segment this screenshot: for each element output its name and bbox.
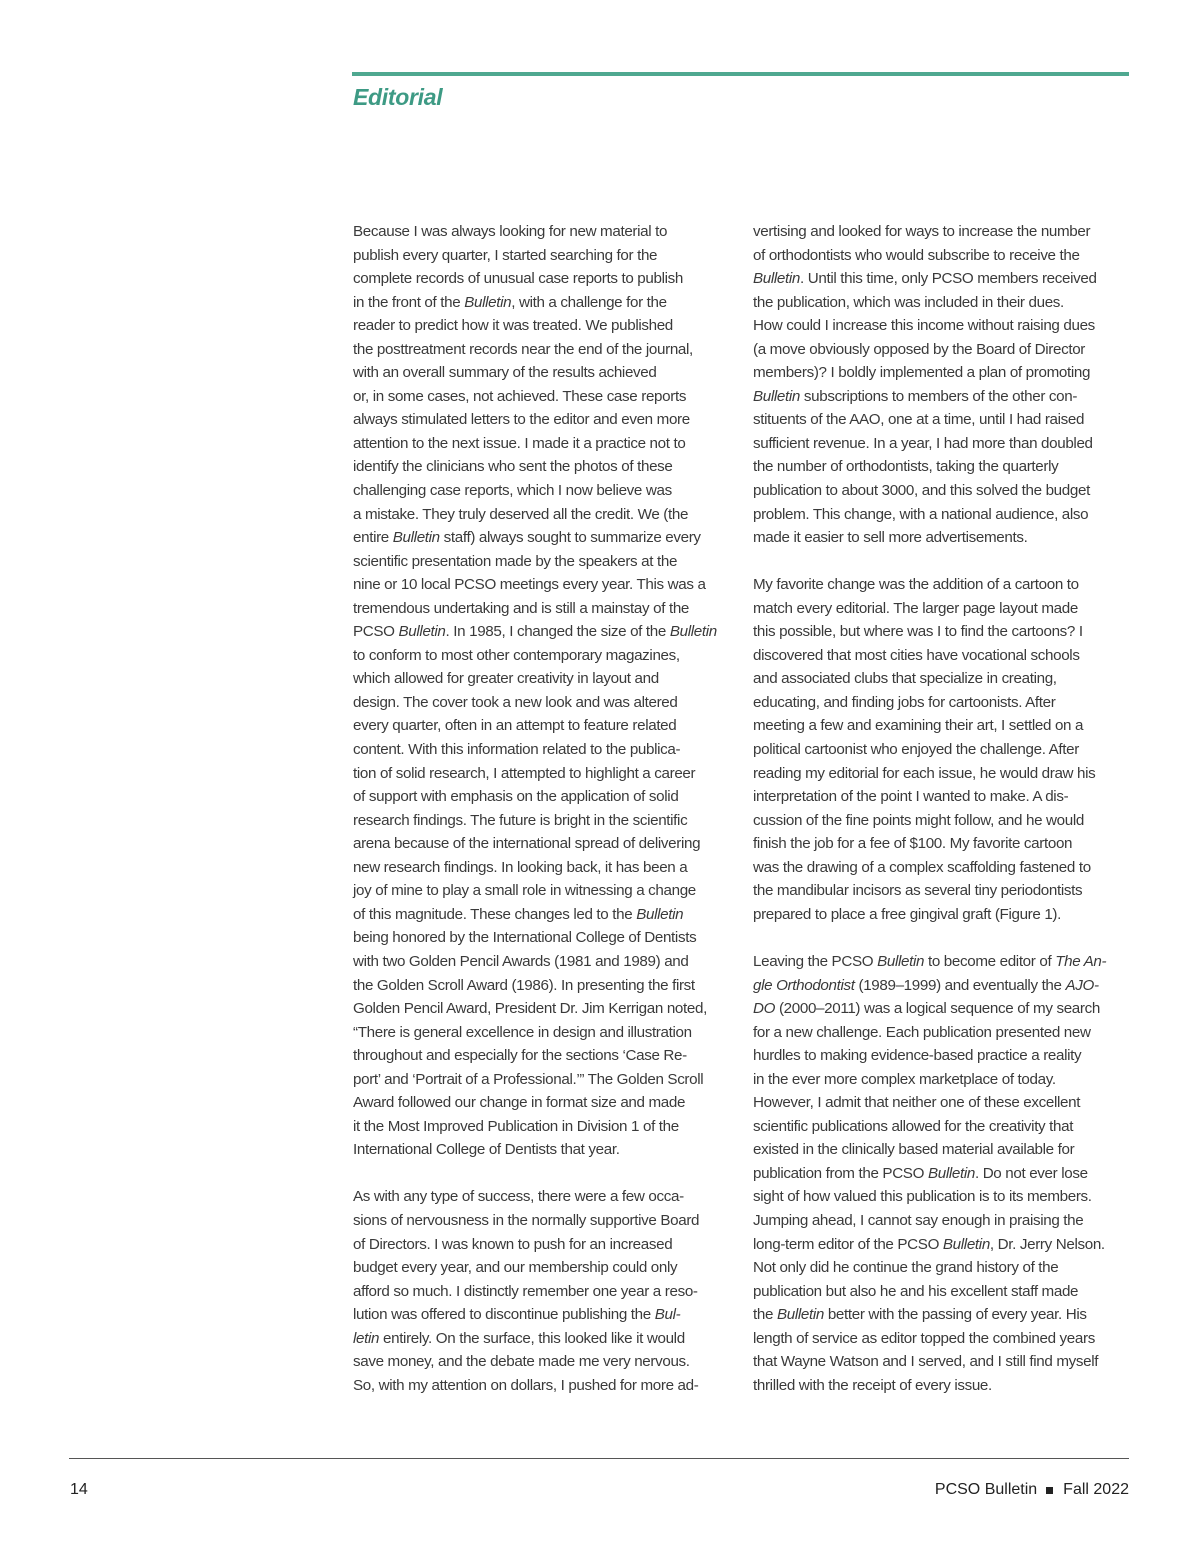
article-line: discovered that most cities have vocational schools — [753, 646, 1080, 664]
article-line: thrilled with the receipt of every issue. — [753, 1376, 992, 1394]
article-line: stituents of the AAO, one at a time, until I had raised — [753, 411, 1085, 429]
article-line: vertising and looked for ways to increase the number — [753, 223, 1091, 240]
article-line: new research findings. In looking back, it has been a — [353, 858, 688, 876]
article-line: My favorite change was the addition of a cartoon to — [753, 576, 1079, 594]
article-line: letin entirely. On the surface, this looked like it would — [353, 1329, 685, 1347]
article-line: complete records of unusual case reports to publish — [353, 270, 683, 288]
issue-label: Fall 2022 — [1063, 1481, 1129, 1498]
article-line: and associated clubs that specialize in creating, — [753, 670, 1057, 688]
article-line: this possible, but where was I to find the cartoons? I — [753, 623, 1083, 641]
header-rule — [352, 72, 1129, 76]
article-line: research findings. The future is bright in the scientific — [353, 811, 688, 829]
article-line: match every editorial. The larger page layout made — [753, 599, 1078, 617]
article-column-left — [353, 220, 731, 1397]
article-line: Jumping ahead, I cannot say enough in praising the — [753, 1211, 1084, 1229]
article-line: meeting a few and examining their art, I settled on a — [753, 717, 1084, 735]
article-line: reader to predict how it was treated. We published — [353, 317, 673, 335]
article-line: Leaving the PCSO Bulletin to become editor of The An- — [753, 952, 1107, 970]
article-line: members)? I boldly implemented a plan of promoting — [753, 364, 1091, 382]
article-line: sufficient revenue. In a year, I had more than doubled — [753, 434, 1093, 452]
article-line: being honored by the International College of Dentists — [353, 929, 697, 947]
article-line: with an overall summary of the results achieved — [353, 364, 657, 382]
article-line: prepared to place a free gingival graft (Figure 1). — [753, 905, 1062, 923]
paragraph-break — [753, 926, 1131, 950]
article-line: throughout and especially for the sections ‘Case Re- — [353, 1047, 687, 1065]
article-line: existed in the clinically based material available for — [753, 1141, 1075, 1159]
article-line: the publication, which was included in their dues. — [753, 293, 1064, 311]
article-line: afford so much. I distinctly remember one year a reso- — [353, 1282, 698, 1300]
article-line: Bulletin subscriptions to members of the other con- — [753, 387, 1078, 405]
article-line: hurdles to making evidence-based practice a reality — [753, 1047, 1082, 1065]
article-line: Award followed our change in format size and made — [353, 1094, 686, 1112]
paragraph-break — [353, 1162, 731, 1186]
article-line: the mandibular incisors as several tiny periodontists — [753, 882, 1083, 900]
article-line: long-term editor of the PCSO Bulletin, Dr. Jerry Nelson. — [753, 1235, 1105, 1253]
article-line: was the drawing of a complex scaffolding fastened to — [753, 858, 1091, 876]
article-line: tion of solid research, I attempted to highlight a career — [353, 764, 696, 782]
article-line: made it easier to sell more advertisements. — [753, 529, 1028, 547]
article-line: PCSO Bulletin. In 1985, I changed the size of the Bulletin — [353, 623, 717, 641]
publication-name: PCSO Bulletin — [934, 1481, 1038, 1498]
article-line: or, in some cases, not achieved. These case reports — [353, 387, 687, 405]
article-line: cussion of the fine points might follow, and he would — [753, 811, 1084, 829]
article-line: length of service as editor topped the combined years — [753, 1329, 1095, 1347]
article-line: save money, and the debate made me very nervous. — [353, 1353, 690, 1371]
article-line: challenging case reports, which I now believe was — [353, 482, 672, 500]
article-line: joy of mine to play a small role in witnessing a change — [353, 882, 696, 900]
article-line: entire Bulletin staff) always sought to summarize every — [353, 529, 701, 547]
article-line: publication but also he and his excellent staff made — [753, 1282, 1079, 1300]
article-line: Golden Pencil Award, President Dr. Jim Kerrigan noted, — [353, 1000, 707, 1018]
square-bullet-icon — [1046, 1487, 1053, 1494]
section-title: Editorial — [353, 84, 443, 110]
article-line: scientific presentation made by the speakers at the — [353, 552, 678, 570]
article-line: design. The cover took a new look and was altered — [353, 693, 678, 711]
article-line: How could I increase this income without raising dues — [753, 317, 1095, 335]
article-line: interpretation of the point I wanted to make. A dis- — [753, 788, 1069, 806]
article-line: tremendous undertaking and is still a mainstay of the — [353, 599, 690, 617]
footer-rule — [69, 1458, 1129, 1459]
article-line: that Wayne Watson and I served, and I still find myself — [753, 1353, 1099, 1371]
article-line: scientific publications allowed for the creativity that — [753, 1117, 1074, 1135]
article-line: budget every year, and our membership could only — [353, 1259, 678, 1277]
article-line: nine or 10 local PCSO meetings every year. This was a — [353, 576, 706, 594]
article-line: the posttreatment records near the end of the journal, — [353, 340, 693, 358]
article-line: of this magnitude. These changes led to the Bulletin — [353, 905, 684, 923]
article-line: with two Golden Pencil Awards (1981 and 1989) and — [353, 952, 689, 970]
article-line: of Directors. I was known to push for an increased — [353, 1235, 673, 1253]
article-line: “There is general excellence in design and illustration — [353, 1023, 692, 1041]
article-line: International College of Dentists that year. — [353, 1141, 620, 1159]
article-line: attention to the next issue. I made it a practice not to — [353, 434, 686, 452]
article-line: As with any type of success, there were a few occa- — [353, 1188, 684, 1206]
article-line: Bulletin. Until this time, only PCSO members received — [753, 270, 1097, 288]
article-line: of support with emphasis on the application of solid — [353, 788, 679, 806]
article-line: content. With this information related to the publica- — [353, 741, 681, 759]
article-line: sions of nervousness in the normally supportive Board — [353, 1211, 700, 1229]
article-line: the number of orthodontists, taking the quarterly — [753, 458, 1059, 476]
article-line: sight of how valued this publication is to its members. — [753, 1188, 1092, 1206]
article-line: every quarter, often in an attempt to feature related — [353, 717, 677, 735]
article-line: finish the job for a fee of $100. My favorite cartoon — [753, 835, 1073, 853]
article-line: for a new challenge. Each publication presented new — [753, 1023, 1091, 1041]
article-line: Not only did he continue the grand history of the — [753, 1259, 1059, 1277]
article-line: gle Orthodontist (1989–1999) and eventually the AJO- — [753, 976, 1099, 994]
article-line: to conform to most other contemporary magazines, — [353, 646, 680, 664]
article-line: problem. This change, with a national audience, also — [753, 505, 1089, 523]
article-line: arena because of the international spread of delivering — [353, 835, 701, 853]
article-line: political cartoonist who enjoyed the challenge. After — [753, 741, 1079, 759]
article-line: Because I was always looking for new material to — [353, 223, 668, 240]
article-line: it the Most Improved Publication in Division 1 of the — [353, 1117, 679, 1135]
article-line: However, I admit that neither one of these excellent — [753, 1094, 1081, 1112]
footer-publication — [935, 1481, 1129, 1499]
article-line: the Golden Scroll Award (1986). In presenting the first — [353, 976, 695, 994]
article-line: publish every quarter, I started searching for the — [353, 246, 658, 264]
article-line: which allowed for greater creativity in layout and — [353, 670, 659, 688]
article-line: a mistake. They truly deserved all the credit. We (the — [353, 505, 689, 523]
article-line: educating, and finding jobs for cartoonists. After — [753, 693, 1056, 711]
article-line: lution was offered to discontinue publishing the Bul- — [353, 1306, 681, 1324]
article-column-right — [753, 220, 1131, 1397]
article-line: So, with my attention on dollars, I pushed for more ad- — [353, 1376, 699, 1394]
article-line: (a move obviously opposed by the Board of Director — [753, 340, 1085, 358]
article-line: reading my editorial for each issue, he would draw his — [753, 764, 1096, 782]
article-line: in the ever more complex marketplace of today. — [753, 1070, 1056, 1088]
article-line: DO (2000–2011) was a logical sequence of my search — [753, 1000, 1100, 1018]
article-line: identify the clinicians who sent the photos of these — [353, 458, 673, 476]
page-number: 14 — [70, 1481, 88, 1498]
article-line: of orthodontists who would subscribe to receive the — [753, 246, 1080, 264]
article-line: publication to about 3000, and this solved the budget — [753, 482, 1090, 500]
article-line: port’ and ‘Portrait of a Professional.’” The Golden Scroll — [353, 1070, 704, 1088]
article-line: in the front of the Bulletin, with a challenge for the — [353, 293, 667, 311]
article-line: always stimulated letters to the editor and even more — [353, 411, 690, 429]
article-line: publication from the PCSO Bulletin. Do not ever lose — [753, 1164, 1088, 1182]
article-line: the Bulletin better with the passing of every year. His — [753, 1306, 1087, 1324]
paragraph-break — [753, 550, 1131, 574]
